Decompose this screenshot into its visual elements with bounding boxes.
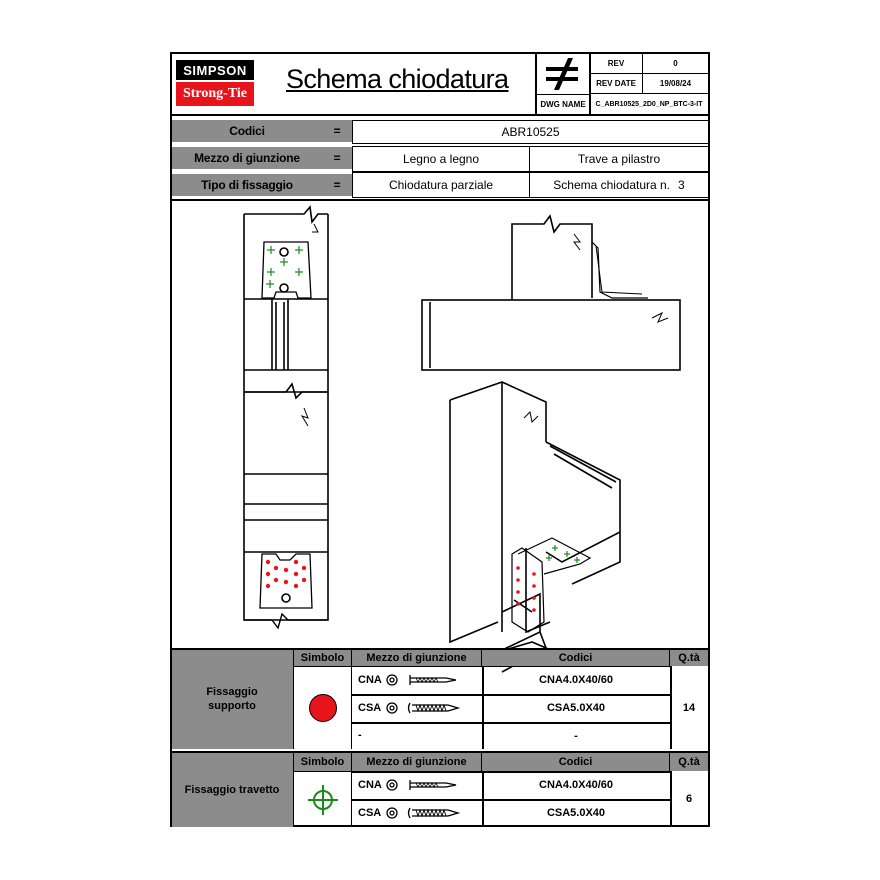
support-row-code: - bbox=[574, 729, 578, 742]
info-mezzo-label: Mezzo di giunzione bbox=[172, 147, 322, 169]
red-dot-icon bbox=[309, 694, 337, 722]
info-codici-value: ABR10525 bbox=[352, 120, 708, 144]
dwg-value: C_ABR10525_2D0_NP_BTC-3-IT bbox=[595, 100, 703, 108]
info-mezzo-right: Trave a pilastro bbox=[529, 146, 708, 172]
info-codici-label: Codici bbox=[172, 120, 322, 142]
support-group-label: Fissaggio supporto bbox=[206, 686, 258, 712]
front-view-support bbox=[244, 207, 328, 392]
nail-icon bbox=[386, 672, 478, 688]
screw-icon bbox=[386, 805, 478, 821]
beam-fixing-markers bbox=[266, 246, 580, 563]
support-fixing-markers bbox=[266, 560, 536, 612]
support-row-code: CNA4.0X40/60 bbox=[539, 674, 613, 686]
rev-label: REV bbox=[590, 54, 643, 74]
elevation-view bbox=[244, 384, 328, 628]
beam-group-label: Fissaggio travetto bbox=[184, 784, 280, 796]
logo-bottom: Strong-Tie bbox=[176, 82, 254, 106]
support-qty: 14 bbox=[682, 701, 696, 714]
crosshair-icon bbox=[267, 268, 275, 276]
crosshair-icon bbox=[306, 783, 340, 817]
support-col-symbol: Simbolo bbox=[294, 648, 352, 666]
beam-col-codes: Codici bbox=[482, 751, 670, 771]
dwg-label: DWG NAME bbox=[537, 94, 589, 114]
technical-drawing bbox=[172, 202, 708, 648]
crosshair-icon bbox=[564, 551, 570, 557]
page-title: Schema chiodatura bbox=[286, 64, 509, 94]
info-mezzo-left: Legno a legno bbox=[352, 146, 530, 172]
info-eq: = bbox=[322, 147, 352, 169]
crosshair-icon bbox=[574, 557, 580, 563]
support-row-fastener: CSA bbox=[358, 702, 382, 714]
drawing-sheet bbox=[170, 52, 710, 827]
logo bbox=[176, 60, 254, 110]
logo-top: SIMPSON bbox=[176, 60, 254, 80]
crosshair-icon bbox=[552, 545, 558, 551]
rev-date-value: 19/08/24 bbox=[643, 74, 708, 94]
side-view-beam bbox=[422, 216, 680, 370]
nail-icon bbox=[386, 777, 478, 793]
crosshair-icon bbox=[295, 246, 303, 254]
schema-label: Schema chiodatura n. bbox=[553, 178, 671, 192]
beam-col-fastener: Mezzo di giunzione bbox=[352, 751, 482, 771]
support-symbol-cell bbox=[294, 666, 352, 749]
support-col-qty: Q.tà bbox=[670, 648, 708, 666]
schema-number: 3 bbox=[678, 178, 685, 192]
beam-col-qty: Q.tà bbox=[670, 751, 708, 771]
support-row-fastener: - bbox=[358, 729, 362, 741]
info-tipo-left: Chiodatura parziale bbox=[352, 172, 530, 198]
beam-row-code: CNA4.0X40/60 bbox=[539, 779, 613, 791]
rev-value: 0 bbox=[643, 54, 708, 74]
crosshair-icon bbox=[266, 280, 274, 288]
info-eq: = bbox=[322, 120, 352, 142]
isometric-view bbox=[450, 382, 620, 672]
beam-symbol-cell bbox=[294, 771, 352, 827]
info-eq: = bbox=[322, 174, 352, 196]
info-tipo-label: Tipo di fissaggio bbox=[172, 174, 322, 196]
info-tipo-right bbox=[529, 172, 708, 198]
support-row-code: CSA5.0X40 bbox=[546, 702, 606, 714]
beam-qty: 6 bbox=[685, 793, 693, 805]
crosshair-icon bbox=[267, 246, 275, 254]
support-row-fastener: CNA bbox=[358, 674, 382, 686]
crosshair-icon bbox=[295, 268, 303, 276]
support-col-codes: Codici bbox=[482, 648, 670, 666]
beam-row-fastener: CSA bbox=[358, 807, 382, 819]
beam-col-symbol: Simbolo bbox=[294, 751, 352, 771]
not-equal-icon bbox=[537, 54, 589, 94]
support-col-fastener: Mezzo di giunzione bbox=[352, 648, 482, 666]
beam-row-fastener: CNA bbox=[358, 779, 382, 791]
beam-row-code: CSA5.0X40 bbox=[546, 807, 606, 819]
screw-icon bbox=[386, 700, 478, 716]
crosshair-icon bbox=[280, 258, 288, 266]
rev-date-label: REV DATE bbox=[590, 74, 643, 94]
